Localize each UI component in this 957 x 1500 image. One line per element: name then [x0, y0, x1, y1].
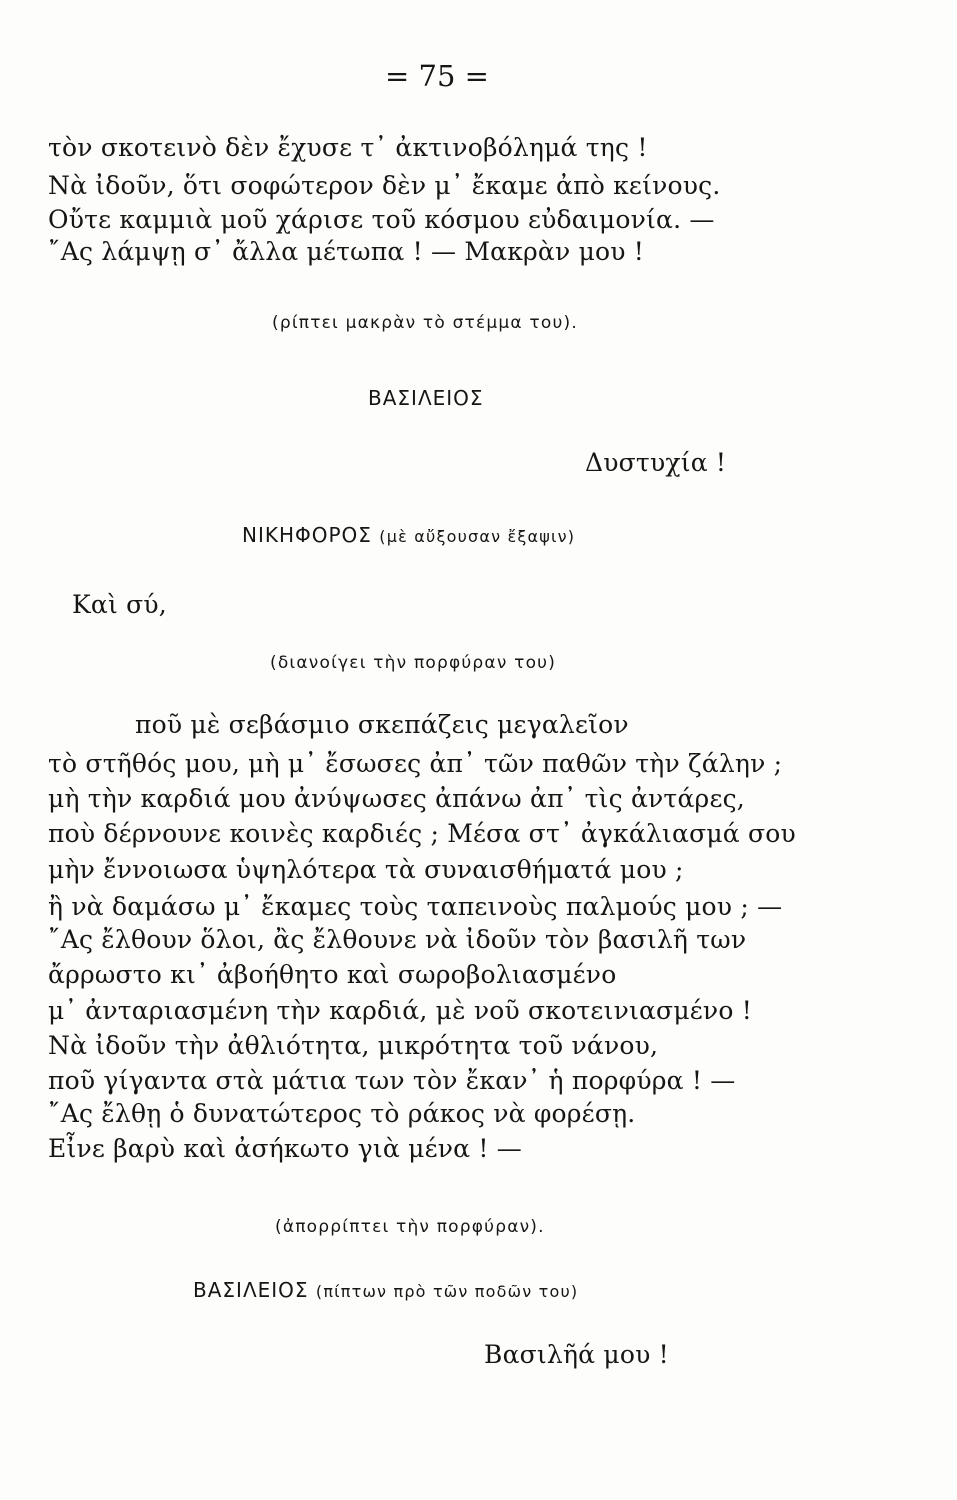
- speaker-name: ΝΙΚΗΦΟΡΟΣ: [242, 523, 372, 547]
- verse-line: Δυστυχία !: [585, 448, 727, 477]
- stage-direction: (διανοίγει τὴν πορφύραν του): [270, 653, 557, 673]
- speaker-line: [193, 1280, 578, 1300]
- verse-line: ποὺ δέρνουνε κοινὲς καρδιές ; Μέσα στ᾽ ἀγκάλιασμά σου: [48, 819, 796, 848]
- speaker-direction: (μὲ αὔξουσαν ἔξαψιν): [379, 527, 576, 546]
- speaker-name: ΒΑΣΙΛΕΙΟΣ: [368, 386, 484, 410]
- verse-line: ῎Ας ἔλθῃ ὁ δυνατώτερος τὸ ράκος νὰ φορέσῃ.: [48, 1099, 636, 1128]
- verse-line: ποῦ γίγαντα στὰ μάτια των τὸν ἔκαν᾽ ἡ πορφύρα ! —: [48, 1066, 736, 1095]
- verse-line: Οὔτε καμμιὰ μοῦ χάρισε τοῦ κόσμου εὐδαιμονία. —: [48, 205, 715, 234]
- verse-line: ῎Ας ἔλθουν ὅλοι, ἂς ἔλθουνε νὰ ἰδοῦν τὸν βασιλῆ των: [48, 925, 747, 954]
- verse-line: ῎Ας λάμψῃ σ᾽ ἄλλα μέτωπα ! — Μακρὰν μου !: [48, 237, 645, 266]
- speaker-line: [242, 525, 575, 545]
- page-number: = 75 =: [385, 59, 489, 93]
- verse-line: ἢ νὰ δαμάσω μ᾽ ἔκαμες τοὺς ταπεινοὺς παλμούς μου ; —: [48, 892, 783, 921]
- stage-direction: (ρίπτει μακρὰν τὸ στέμμα του).: [272, 313, 578, 333]
- verse-line: ἄρρωστο κι᾽ ἀβοήθητο καὶ σωροβολιασμένο: [48, 960, 617, 989]
- verse-line: ποῦ μὲ σεβάσμιο σκεπάζεις μεγαλεῖον: [135, 710, 629, 739]
- verse-line: τὸ στῆθός μου, μὴ μ᾽ ἔσωσες ἀπ᾽ τῶν παθῶν τὴν ζάλην ;: [48, 749, 783, 778]
- verse-line: Βασιλῆά μου !: [484, 1340, 669, 1369]
- verse-line: Εἶνε βαρὺ καὶ ἀσήκωτο γιὰ μένα ! —: [48, 1134, 522, 1163]
- stage-direction: (ἀπορρίπτει τὴν πορφύραν).: [275, 1217, 545, 1237]
- verse-line: Νὰ ἰδοῦν τὴν ἀθλιότητα, μικρότητα τοῦ νάνου,: [48, 1031, 659, 1060]
- verse-line: μὴν ἔννοιωσα ὑψηλότερα τὰ συναισθήματά μου ;: [48, 855, 684, 884]
- verse-line: Καὶ σύ,: [72, 590, 167, 619]
- verse-line: μ᾽ ἀνταριασμένη τὴν καρδιά, μὲ νοῦ σκοτεινιασμένο !: [48, 996, 752, 1025]
- verse-line: Νὰ ἰδοῦν, ὅτι σοφώτερον δὲν μ᾽ ἔκαμε ἀπὸ κείνους.: [48, 171, 721, 200]
- speaker-name: ΒΑΣΙΛΕΙΟΣ: [193, 1278, 309, 1302]
- verse-line: τὸν σκοτεινὸ δὲν ἔχυσε τ᾽ ἀκτινοβόλημά της !: [48, 133, 648, 162]
- verse-line: μὴ τὴν καρδιά μου ἀνύψωσες ἀπάνω ἀπ᾽ τὶς ἀντάρες,: [48, 784, 745, 813]
- speaker-direction: (πίπτων πρὸ τῶν ποδῶν του): [315, 1282, 579, 1301]
